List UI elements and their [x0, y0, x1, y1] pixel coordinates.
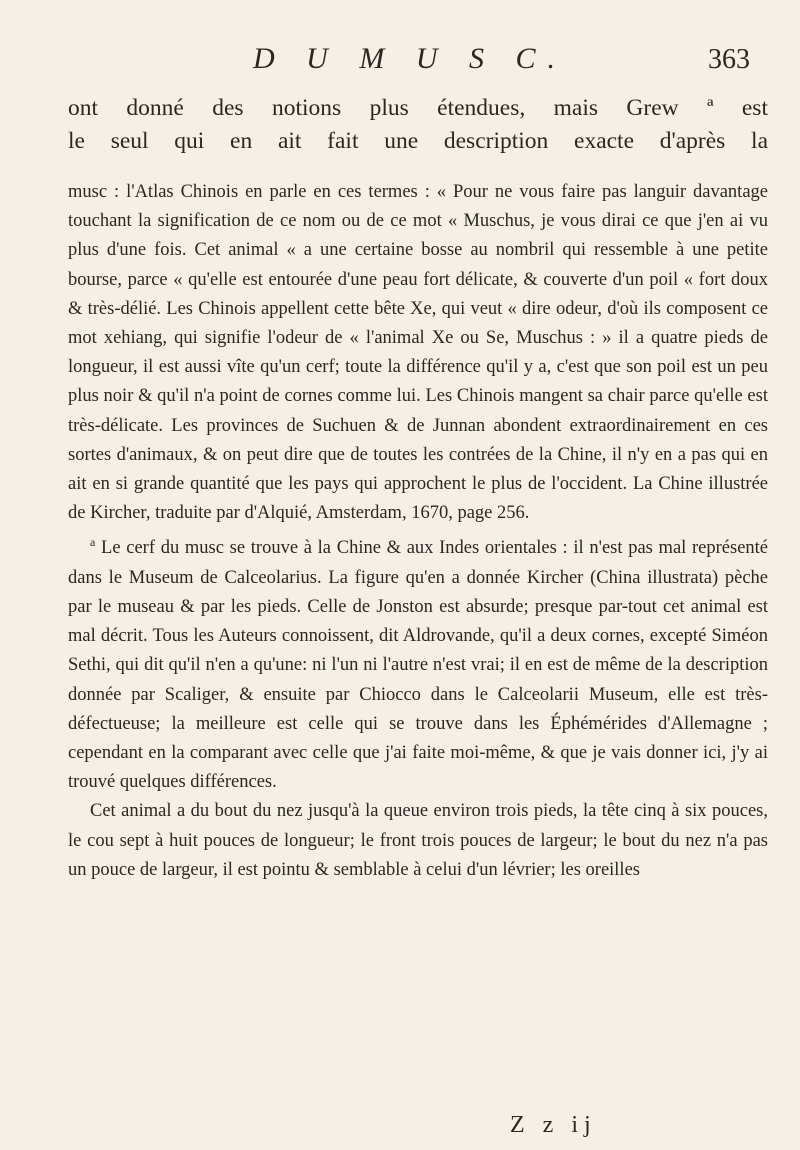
- signature-mark: Z z ij: [510, 1112, 597, 1138]
- intro-line-1: ont donné des notions plus étendues, mais Grew ª est: [68, 95, 768, 121]
- footnote-text: Le cerf du musc se trouve à la Chine & aux Indes orientales : il n'est pas mal représenté dans le Museum de Calceolarius. La figure qu'en a donnée Kircher (China illustrata) pèche par le museau & par les pieds. Celle de Jonston est absurde; presque par-tout cet animal est mal décrit. Tous les Auteurs connoissent, dit Aldrovande, qu'il a deux cornes, excepté Siméon Sethi, qui dit qu'il n'en a qu'une: ni l'un ni l'autre n'est vrai; il en est de même de la description donnée par Scaliger, & ensuite par Chiocco dans le Calceolarii Museum, elle est très-défectueuse; la meilleure est celle qui se trouve dans les Éphémérides d'Allemagne ; cependant en la comparant avec celle que j'ai faite moi-même, & que je vais donner ici, j'y ai trouvé quelques différences.: [68, 538, 769, 793]
- paragraph: Cet animal a du bout du nez jusqu'à la queue environ trois pieds, la tête cinq à six pouces, le cou sept à huit pouces de longueur; le front trois pouces de largeur; le bout du nez n'a pas un pouce de largeur, il est pointu & semblable à celui d'un lévrier; les oreilles: [68, 801, 768, 880]
- text-block: [68, 92, 768, 885]
- running-head: [0, 42, 800, 82]
- page-footer: [0, 1112, 800, 1142]
- page-number: 363: [708, 44, 750, 75]
- footnote-mark: a: [90, 535, 96, 550]
- intro-line-2: le seul qui en ait fait une description exacte d'après la: [68, 128, 768, 154]
- quoted-passage: musc : l'Atlas Chinois en parle en ces termes : « Pour ne vous faire pas languir davantage touchant la signification de ce nom ou de ce mot « Muschus, je vous dirai ce que j'en ai vu plus d'une fois. Cet animal « a une certaine bosse au nombril qui ressemble à une petite bourse, parce « qu'elle est entourée d'une peau fort délicate, & couverte d'un poil « fort doux & très-délié. Les Chinois appellent cette bête Xe, qui veut « dire odeur, d'où ils composent ce mot xehiang, qui signifie l'odeur de « l'animal Xe ou Se, Muschus : » il a quatre pieds de longueur, il est aussi vîte qu'un cerf; toute la différence qu'il y a, c'est que son poil est un peu plus noir & qu'il n'a point de cornes comme lui. Les Chinois mangent sa chair parce qu'elle est très-délicate. Les provinces de Suchuen & de Junnan abondent extraordinairement en ces sortes d'animaux, & on peut dire que de toutes les contrées de la Chine, il n'y en a pas qui en ait en si grande quantité que les pays qui approchent le plus de l'occident. La Chine illustrée de Kircher, traduite par d'Alquié, Amsterdam, 1670, page 256.: [68, 182, 768, 524]
- footnote: [68, 528, 768, 797]
- running-head-title: D U M U S C.: [253, 42, 567, 75]
